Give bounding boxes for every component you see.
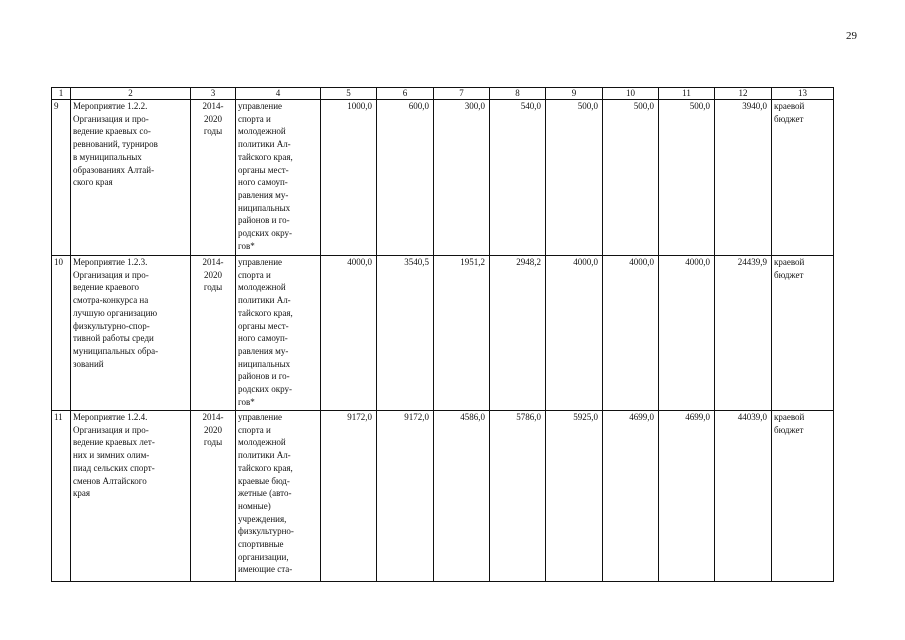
period-cell: 2014- 2020 годы: [191, 100, 236, 256]
value-cell: 3540,5: [377, 256, 434, 411]
column-header: 7: [434, 88, 490, 100]
value-cell: 4000,0: [603, 256, 659, 411]
value-cell: 4586,0: [434, 411, 490, 582]
column-header: 9: [546, 88, 603, 100]
funding-source-cell: краевой бюджет: [772, 100, 834, 256]
event-cell: Мероприятие 1.2.3. Организация и про- ведение краевого смотра-конкурса на лучшую организацию физкультурно-спор- тивной работы среди муниципальных обра- зований: [71, 256, 191, 411]
value-cell: 5786,0: [490, 411, 546, 582]
total-cell: 24439,9: [715, 256, 772, 411]
value-cell: 540,0: [490, 100, 546, 256]
executor-cell: управление спорта и молодежной политики Ал- тайского края, краевые бюд- жетные (авто- номные) учреждения, физкультурно- спортивные организации, имеющие ста-: [236, 411, 321, 582]
value-cell: 500,0: [603, 100, 659, 256]
column-header: 10: [603, 88, 659, 100]
column-header: 12: [715, 88, 772, 100]
table-row: [52, 411, 834, 582]
value-cell: 4699,0: [603, 411, 659, 582]
program-table: [51, 87, 834, 582]
value-cell: 500,0: [546, 100, 603, 256]
column-header: 8: [490, 88, 546, 100]
column-header: 13: [772, 88, 834, 100]
column-header: 11: [659, 88, 715, 100]
value-cell: 9172,0: [377, 411, 434, 582]
value-cell: 2948,2: [490, 256, 546, 411]
executor-cell: управление спорта и молодежной политики Ал- тайского края, органы мест- ного самоуп- равления му- ниципальных районов и го- родских окру- гов*: [236, 100, 321, 256]
event-cell: Мероприятие 1.2.4. Организация и про- ведение краевых лет- них и зимних олим- пиад сельских спорт- сменов Алтайского края: [71, 411, 191, 582]
funding-source-cell: краевой бюджет: [772, 256, 834, 411]
value-cell: 4000,0: [546, 256, 603, 411]
table-row: [52, 256, 834, 411]
column-header: 3: [191, 88, 236, 100]
value-cell: 4699,0: [659, 411, 715, 582]
value-cell: 5925,0: [546, 411, 603, 582]
event-cell: Мероприятие 1.2.2. Организация и про- ведение краевых со- ревнований, турниров в муниципальных образованиях Алтай- ского края: [71, 100, 191, 256]
table-row: [52, 100, 834, 256]
value-cell: 4000,0: [659, 256, 715, 411]
column-header: 2: [71, 88, 191, 100]
column-header: 1: [52, 88, 71, 100]
value-cell: 1000,0: [321, 100, 377, 256]
total-cell: 3940,0: [715, 100, 772, 256]
column-header: 5: [321, 88, 377, 100]
header-row: [52, 88, 834, 100]
value-cell: 1951,2: [434, 256, 490, 411]
period-cell: 2014- 2020 годы: [191, 411, 236, 582]
total-cell: 44039,0: [715, 411, 772, 582]
page-number: 29: [846, 30, 857, 42]
value-cell: 9172,0: [321, 411, 377, 582]
funding-source-cell: краевой бюджет: [772, 411, 834, 582]
row-number: 11: [52, 411, 71, 582]
value-cell: 600,0: [377, 100, 434, 256]
value-cell: 4000,0: [321, 256, 377, 411]
period-cell: 2014- 2020 годы: [191, 256, 236, 411]
row-number: 10: [52, 256, 71, 411]
column-header: 4: [236, 88, 321, 100]
executor-cell: управление спорта и молодежной политики Ал- тайского края, органы мест- ного самоуп- равления му- ниципальных районов и го- родских окру- гов*: [236, 256, 321, 411]
value-cell: 500,0: [659, 100, 715, 256]
value-cell: 300,0: [434, 100, 490, 256]
column-header: 6: [377, 88, 434, 100]
row-number: 9: [52, 100, 71, 256]
